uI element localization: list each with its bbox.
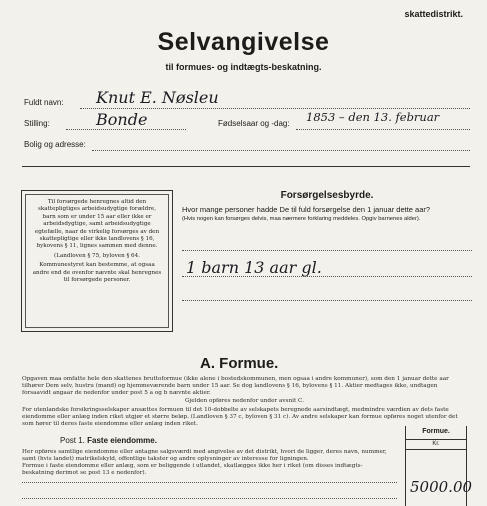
dependents-rule-1 <box>182 250 472 251</box>
post1-number: Post 1. <box>60 436 85 445</box>
post1-heading <box>60 436 157 445</box>
dependents-answer[interactable]: 1 barn 13 aar gl. <box>186 258 322 277</box>
section-divider <box>22 166 470 167</box>
formue-paragraph-1: Opgaven maa omfatte hele den skattenes bruttoformue (ikke alene i bostedskommunen, men ogsaa i andre kommuner), som den 1 januar dette aar tilhører Dem selv, hustru (mand) og hjemmeværende barn under 15 aar. Se dog landlovens § 16, bylovens § 11. Aktier medtages ikke, undtagen forsaavidt angaar de nedenfor under post 5 a og b nævnte aktier. <box>22 376 449 396</box>
birth-label: Fødselsaar og -dag: <box>218 119 290 128</box>
dependents-notice-box <box>21 190 173 332</box>
formue-column-heading: Formue. <box>422 428 450 435</box>
occupation-label: Stilling: <box>24 119 50 128</box>
post1-rule-2 <box>22 498 397 499</box>
post1-text-1: Her opføres samtlige eiendomme eller antagne salgsværdi med angivelse av det distrikt, hvori de ligger, deres navn, nummer, samt (hvis landet) matrikelskyld, offentlige takster og andre oplysninger av interesse for ligningen. <box>22 449 387 462</box>
form-subtitle: til formues- og indtægts-beskatning. <box>165 62 322 72</box>
dependents-note: (Hvis nogen kan forsørges delvis, maa nærmere forklaring meddeles. Opgiv barnenes alder). <box>182 216 421 222</box>
residence-rule <box>92 150 470 151</box>
dependents-heading: Forsørgelsesbyrde. <box>280 190 374 201</box>
dependents-question: Hvor mange personer hadde De til fuld forsørgelse den 1 januar dette aar? <box>182 205 431 214</box>
formue-heading: A. Formue. <box>200 355 279 372</box>
post1-rule-1 <box>22 482 397 483</box>
formue-amount-value[interactable]: 5000.00 <box>410 478 473 496</box>
notice-text-3: Kommunestyret kan bestemme, at ogsaa andre end de ovenfor nævnte skal henregnes til forsørgede personer. <box>32 262 162 284</box>
name-rule <box>80 108 470 109</box>
formue-amount-column <box>405 426 473 506</box>
formue-paragraph-3: For utenlandske forsikringsselskaper ansættes formuen til det 10-dobbelte av selskapets beregnede aarsindtægt, medmindre værdien av dets faste eiendomme eller anlæg inden riket utgjør et større beløp. (Landloven § 37 c, byloven § 31 c). Av andre selskaper kan formue opføres noget utenfor det som hører til deres faste eiendomme eller anlæg inden riket. <box>22 407 458 427</box>
form-title: Selvangivelse <box>157 28 330 56</box>
dependents-rule-2 <box>182 276 472 277</box>
post1-text-2: Formue i faste eiendomme eller anlæg, som er beliggende i utlandet, skatlægges ikke her i riket (om disses indtægts-beskatning derimot se post 13 e nedenfor). <box>22 463 363 476</box>
currency-unit: Kr. <box>406 439 466 450</box>
formue-paragraph-2: Gjelden opføres nedenfor under avsnit C. <box>184 398 305 404</box>
dependents-rule-3 <box>182 300 472 301</box>
occupation-value[interactable]: Bonde <box>96 110 148 129</box>
occupation-rule <box>66 129 186 130</box>
name-label: Fuldt navn: <box>24 98 64 107</box>
notice-text-1: Til forsørgede henregnes altid den skattepligtiges arbeidsudygtige forældre, barn som er under 15 aar eller ikke er arbeidsdygtige, samt arbeidsudygtige egtefælle, naar de virkelig forsørges av den skattepligtige eller ikke landlovens § 16, bykovens § 11, lignes sammen med denne. <box>34 199 160 250</box>
birth-rule <box>296 129 470 130</box>
post1-title: Faste eiendomme. <box>87 436 157 445</box>
residence-label: Bolig og adresse: <box>24 140 86 149</box>
name-value[interactable]: Knut E. Nøsleu <box>96 88 219 107</box>
birth-value[interactable]: 1853 – den 13. februar <box>306 110 440 124</box>
district-label: skattedistrikt. <box>404 9 463 19</box>
notice-text-2: (Landloven § 75, byloven § 64. <box>54 252 140 259</box>
